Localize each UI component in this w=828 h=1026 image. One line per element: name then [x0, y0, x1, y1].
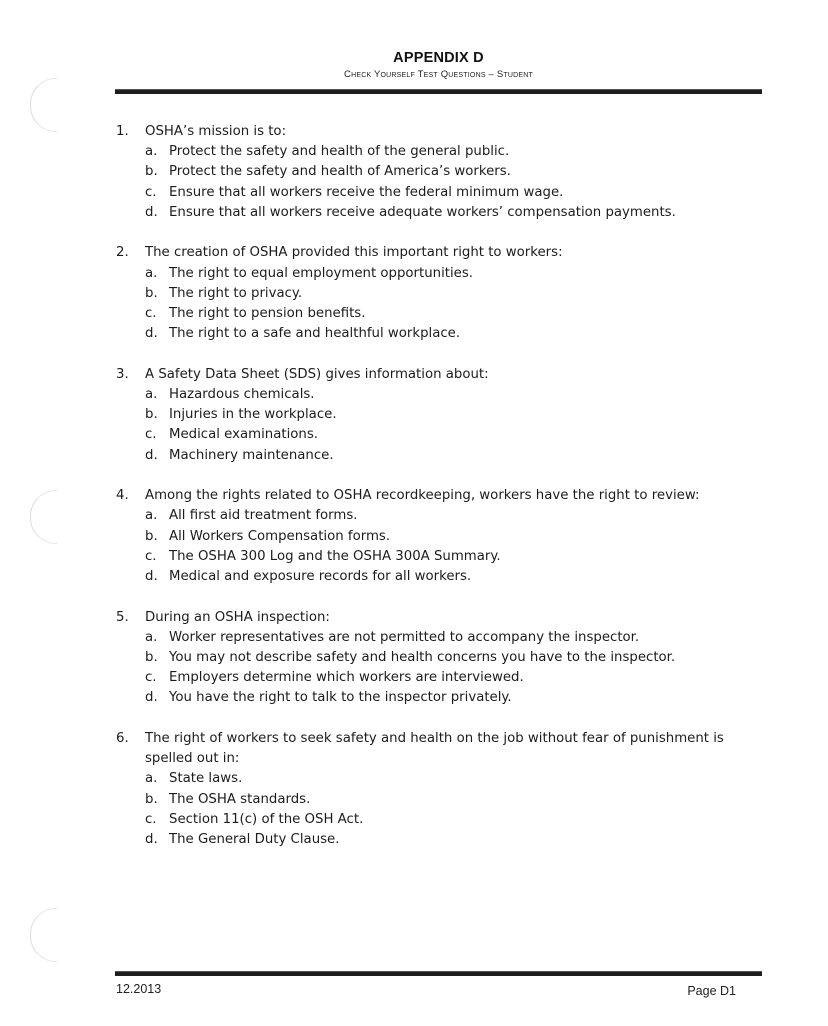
answer-option — [116, 648, 756, 668]
option-letter: d. — [145, 690, 158, 706]
option-letter: c. — [145, 548, 157, 564]
answer-option — [116, 264, 756, 284]
option-letter: a. — [145, 265, 158, 281]
option-letter: b. — [145, 164, 158, 180]
option-letter: c. — [145, 184, 157, 200]
question-text: Among the rights related to OSHA recordkeeping, workers have the right to review: — [145, 488, 700, 504]
hole-punch-mark — [30, 78, 57, 132]
option-text: The right to privacy. — [169, 285, 303, 301]
answer-option — [116, 790, 756, 810]
answer-option — [116, 284, 756, 304]
answer-option — [116, 183, 756, 203]
question-text: OSHA’s mission is to: — [145, 124, 287, 139]
option-text: The OSHA standards. — [169, 791, 311, 807]
option-letter: b. — [145, 285, 158, 301]
option-text: Ensure that all workers receive the federal minimum wage. — [169, 184, 564, 200]
option-letter: d. — [145, 569, 158, 585]
answer-option — [116, 769, 756, 789]
question-number: 4. — [116, 488, 129, 504]
option-text: The right to equal employment opportunities. — [169, 265, 474, 281]
hole-punch-mark — [30, 490, 57, 544]
question-1 — [116, 122, 756, 223]
answer-option — [116, 162, 756, 182]
question-number: 5. — [116, 609, 129, 625]
option-text: Medical examinations. — [169, 427, 318, 443]
answer-option — [116, 425, 756, 445]
option-text: All first aid treatment forms. — [169, 508, 358, 524]
option-letter: c. — [145, 670, 157, 686]
option-letter: a. — [145, 629, 158, 645]
answer-option — [116, 446, 756, 466]
answer-option — [116, 385, 756, 405]
option-text: The OSHA 300 Log and the OSHA 300A Summary. — [169, 548, 501, 564]
option-letter: d. — [145, 832, 158, 848]
answer-option — [116, 405, 756, 425]
page-header — [115, 50, 762, 80]
option-text: All Workers Compensation forms. — [169, 528, 391, 544]
answer-option — [116, 203, 756, 223]
option-letter: c. — [145, 811, 157, 827]
question-6 — [116, 729, 756, 850]
option-letter: c. — [145, 306, 157, 322]
answer-option — [116, 547, 756, 567]
question-text: During an OSHA inspection: — [145, 609, 330, 625]
option-text: Protect the safety and health of the general public. — [169, 144, 510, 160]
question-5 — [116, 608, 756, 709]
question-number: 3. — [116, 366, 129, 382]
option-text: Worker representatives are not permitted to accompany the inspector. — [169, 629, 640, 645]
question-number: 2. — [116, 245, 129, 261]
answer-option — [116, 324, 756, 344]
question-list — [116, 122, 756, 871]
footer-date: 12.2013 — [116, 982, 162, 996]
answer-option — [116, 142, 756, 162]
question-text: The right of workers to seek safety and health on the job without fear of punishment is spelled out in: — [145, 731, 724, 767]
option-text: Medical and exposure records for all workers. — [169, 569, 472, 585]
option-text: Machinery maintenance. — [169, 447, 334, 463]
option-text: Protect the safety and health of America’s workers. — [169, 164, 511, 180]
answer-option — [116, 830, 756, 850]
option-text: Section 11(c) of the OSH Act. — [169, 811, 364, 827]
answer-option — [116, 567, 756, 587]
option-text: The right to pension benefits. — [169, 306, 366, 322]
page-title: APPENDIX D — [393, 50, 484, 66]
option-text: Hazardous chemicals. — [169, 387, 315, 403]
question-3 — [116, 365, 756, 466]
answer-option — [116, 506, 756, 526]
option-letter: a. — [145, 144, 158, 160]
answer-option — [116, 304, 756, 324]
option-letter: d. — [145, 447, 158, 463]
question-text: A Safety Data Sheet (SDS) gives information about: — [145, 366, 489, 382]
question-number: 6. — [116, 731, 129, 747]
page-subtitle: Check Yourself Test Questions – Student — [344, 69, 533, 80]
option-text: The right to a safe and healthful workplace. — [169, 326, 461, 342]
option-letter: c. — [145, 427, 157, 443]
option-text: Employers determine which workers are interviewed. — [169, 670, 524, 686]
footer-divider — [115, 971, 762, 976]
option-text: Injuries in the workplace. — [169, 407, 337, 423]
question-number: 1. — [116, 124, 129, 139]
option-letter: b. — [145, 791, 158, 807]
option-text: You may not describe safety and health concerns you have to the inspector. — [169, 650, 676, 666]
hole-punch-mark — [30, 908, 57, 962]
answer-option — [116, 810, 756, 830]
option-letter: d. — [145, 204, 158, 220]
option-letter: b. — [145, 407, 158, 423]
question-2 — [116, 243, 756, 344]
option-letter: b. — [145, 528, 158, 544]
option-text: You have the right to talk to the inspector privately. — [169, 690, 512, 706]
option-text: The General Duty Clause. — [169, 832, 340, 848]
answer-option — [116, 668, 756, 688]
option-letter: a. — [145, 508, 158, 524]
option-letter: a. — [145, 387, 158, 403]
option-letter: b. — [145, 650, 158, 666]
option-text: Ensure that all workers receive adequate workers’ compensation payments. — [169, 204, 676, 220]
answer-option — [116, 688, 756, 708]
option-letter: d. — [145, 326, 158, 342]
answer-option — [116, 527, 756, 547]
option-letter: a. — [145, 771, 158, 787]
option-text: State laws. — [169, 771, 243, 787]
page-number: Page D1 — [687, 984, 736, 998]
question-4 — [116, 486, 756, 587]
answer-option — [116, 628, 756, 648]
header-divider — [115, 89, 762, 94]
question-text: The creation of OSHA provided this important right to workers: — [145, 245, 563, 261]
